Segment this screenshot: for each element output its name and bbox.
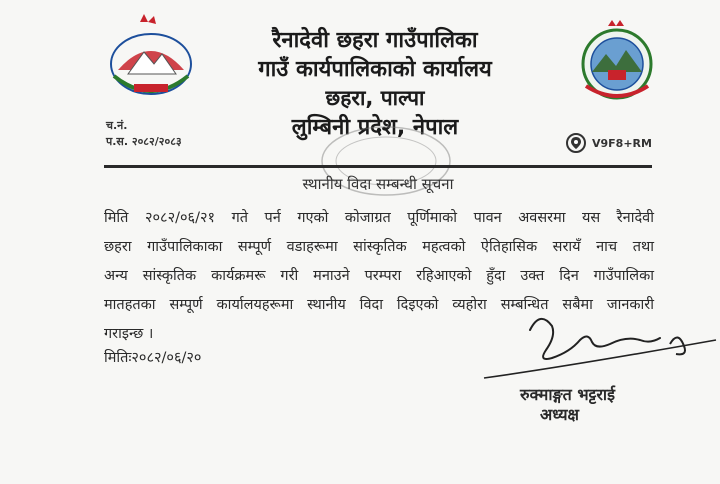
header-divider	[104, 165, 652, 168]
body-line: गराइन्छ ।	[104, 326, 154, 342]
notice-date: मितिः२०८२/०६/२०	[104, 350, 202, 366]
body-line: मातहतका सम्पूर्ण कार्यालयहरूमा स्थानीय विदा दिइएको व्यहोरा सम्बन्धित सबैमा जानकारी	[104, 297, 654, 313]
municipality-name: रैनादेवी छहरा गाउँपालिका	[272, 28, 478, 53]
patra-sankhya: प.स. २०८२/२०८३	[106, 135, 182, 148]
province-country: लुम्बिनी प्रदेश, नेपाल	[291, 115, 459, 140]
signature-icon	[480, 300, 720, 390]
nepal-emblem-icon	[104, 14, 198, 102]
signer-title: अध्यक्ष	[540, 405, 579, 424]
office-name: गाउँ कार्यपालिकाको कार्यालय	[258, 57, 492, 82]
cha-number: च.नं.	[106, 119, 128, 132]
municipality-logo-icon	[574, 20, 660, 102]
notice-subject: स्थानीय विदा सम्बन्धी सूचना	[302, 175, 454, 193]
body-line: छहरा गाउँपालिकाका सम्पूर्ण वडाहरूमा सांस्कृतिक महत्वको ऐतिहासिक सरायँ नाच तथा	[104, 239, 654, 255]
location-pin-icon	[566, 133, 586, 153]
location-pluscode	[566, 133, 652, 153]
body-line: मिति २०८२/०६/२१ गते पर्न गएको कोजाग्रत पूर्णिमाको पावन अवसरमा यस रैनादेवी	[104, 210, 654, 226]
body-line: अन्य सांस्कृतिक कार्यक्रमरू गरी मनाउने परम्परा रहिआएको हुँदा उक्त दिन गाउँपालिका	[104, 268, 654, 284]
reference-block	[106, 118, 182, 150]
pluscode-text: V9F8+RM	[592, 136, 652, 150]
office-address: छहरा, पाल्पा	[325, 86, 425, 110]
signer-name: रुक्माङ्गत भट्टराई	[520, 385, 615, 404]
